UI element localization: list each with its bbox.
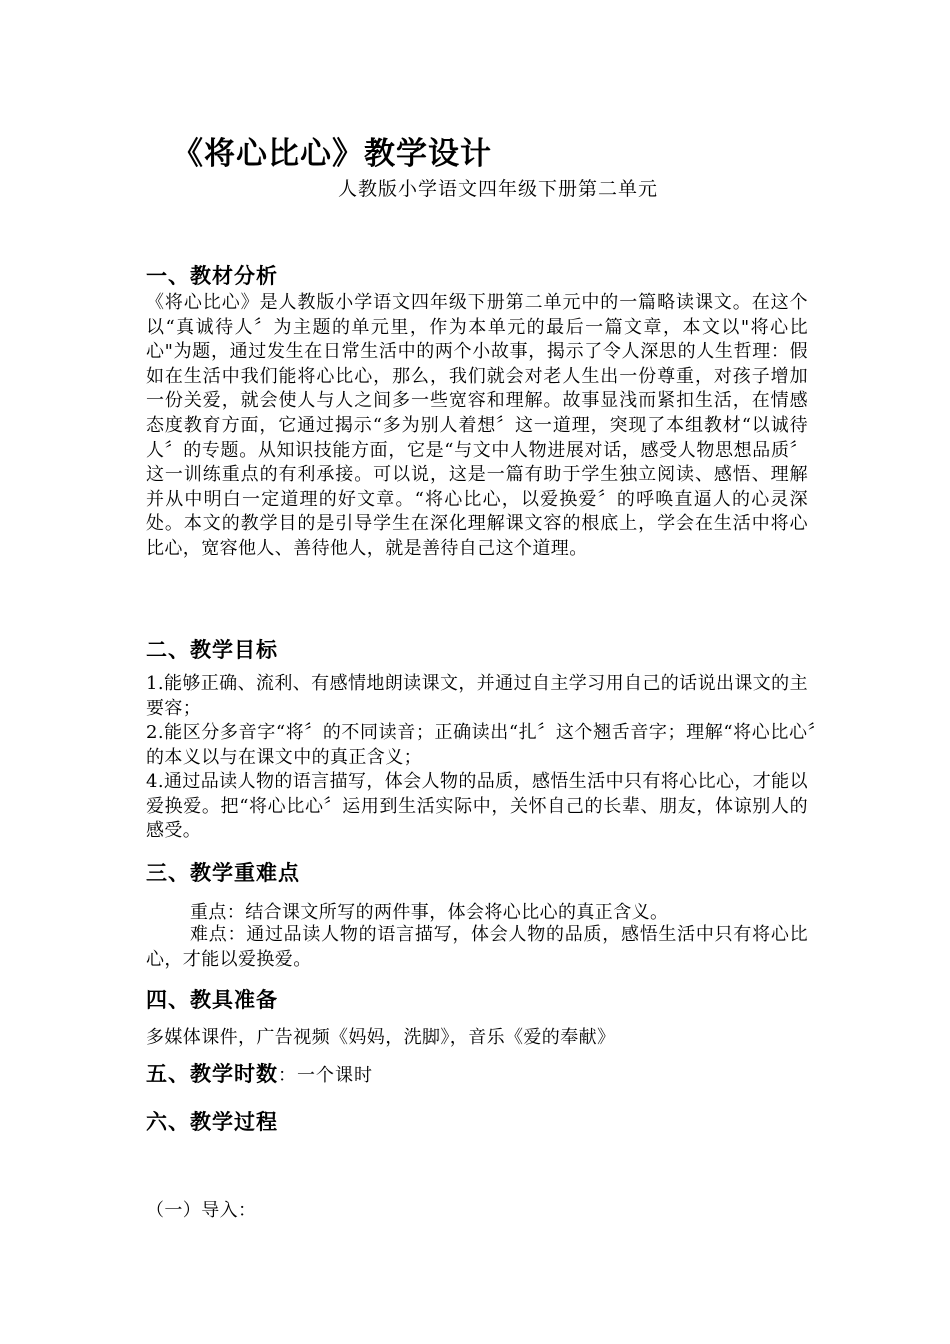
hours-value: ：一个课时	[278, 1065, 373, 1086]
section-heading-goals: 二、教学目标	[146, 638, 278, 662]
goal-item-1: 1.能够正确、流利、有感情地朗读课文，并通过自主学习用自己的话说出课文的主要容；	[146, 673, 808, 719]
section-heading-materials: 四、教具准备	[146, 988, 278, 1012]
key-point-text: 重点：结合课文所写的两件事，体会将心比心的真正含义。	[190, 902, 669, 923]
goal-item-2: 2.能区分多音字“将〞的不同读音；正确读出“扎〞这个翘舌音字；理解“将心比心〞的本义以与在课文中的真正含义；	[146, 722, 826, 768]
section-heading-process: 六、教学过程	[146, 1110, 278, 1134]
analysis-paragraph: 《将心比心》是人教版小学语文四年级下册第二单元中的一篇略读课文。在这个以“真诚待人〞为主题的单元里，作为本单元的最后一篇文章，本文以"将心比心"为题，通过发生在日常生活中的两个小故事，揭示了令人深思的人生哲理：假如在生活中我们能将心比心，那么，我们就会对老人生出一份尊重，对孩子增加一份关爱，就会使人与人之间多一些宽容和理解。故事显浅而紧扣生活，在情感态度教育方面，它通过揭示“多为别人着想〞这一道理，突现了本组教材“以诚待人〞的专题。从知识技能方面，它是“与文中人物进展对话，感受人物思想品质〞这一训练重点的有利承接。可以说，这是一篇有助于学生独立阅读、感悟、理解并从中明白一定道理的好文章。“将心比心，以爱换爱〞的呼唤直逼人的心灵深处。本文的教学目的是引导学生在深化理解课文容的根底上，学会在生活中将心比心，宽容他人、善待他人，就是善待自己这个道理。	[146, 292, 808, 559]
goal-item-4: 4.通过品读人物的语言描写，体会人物的品质，感悟生活中只有将心比心，才能以爱换爱。把“将心比心〞运用到生活实际中，关怀自己的长辈、朋友，体谅别人的感受。	[146, 771, 808, 842]
section-heading-hours	[146, 1058, 373, 1088]
document-subtitle: 人教版小学语文四年级下册第二单元	[338, 178, 659, 200]
intro-label: （一）导入：	[146, 1200, 257, 1221]
difficulty-text: 难点：通过品读人物的语言描写，体会人物的品质，感悟生活中只有将心比心，才能以爱换爱。	[146, 924, 808, 970]
document-title: 《将心比心》教学设计	[172, 136, 492, 172]
section-heading-analysis: 一、教材分析	[146, 264, 278, 288]
materials-text: 多媒体课件，广告视频《妈妈，洗脚》，音乐《爱的奉献》	[146, 1027, 616, 1048]
section-heading-key-points: 三、教学重难点	[146, 861, 300, 885]
hours-label: 五、教学时数	[146, 1062, 278, 1086]
